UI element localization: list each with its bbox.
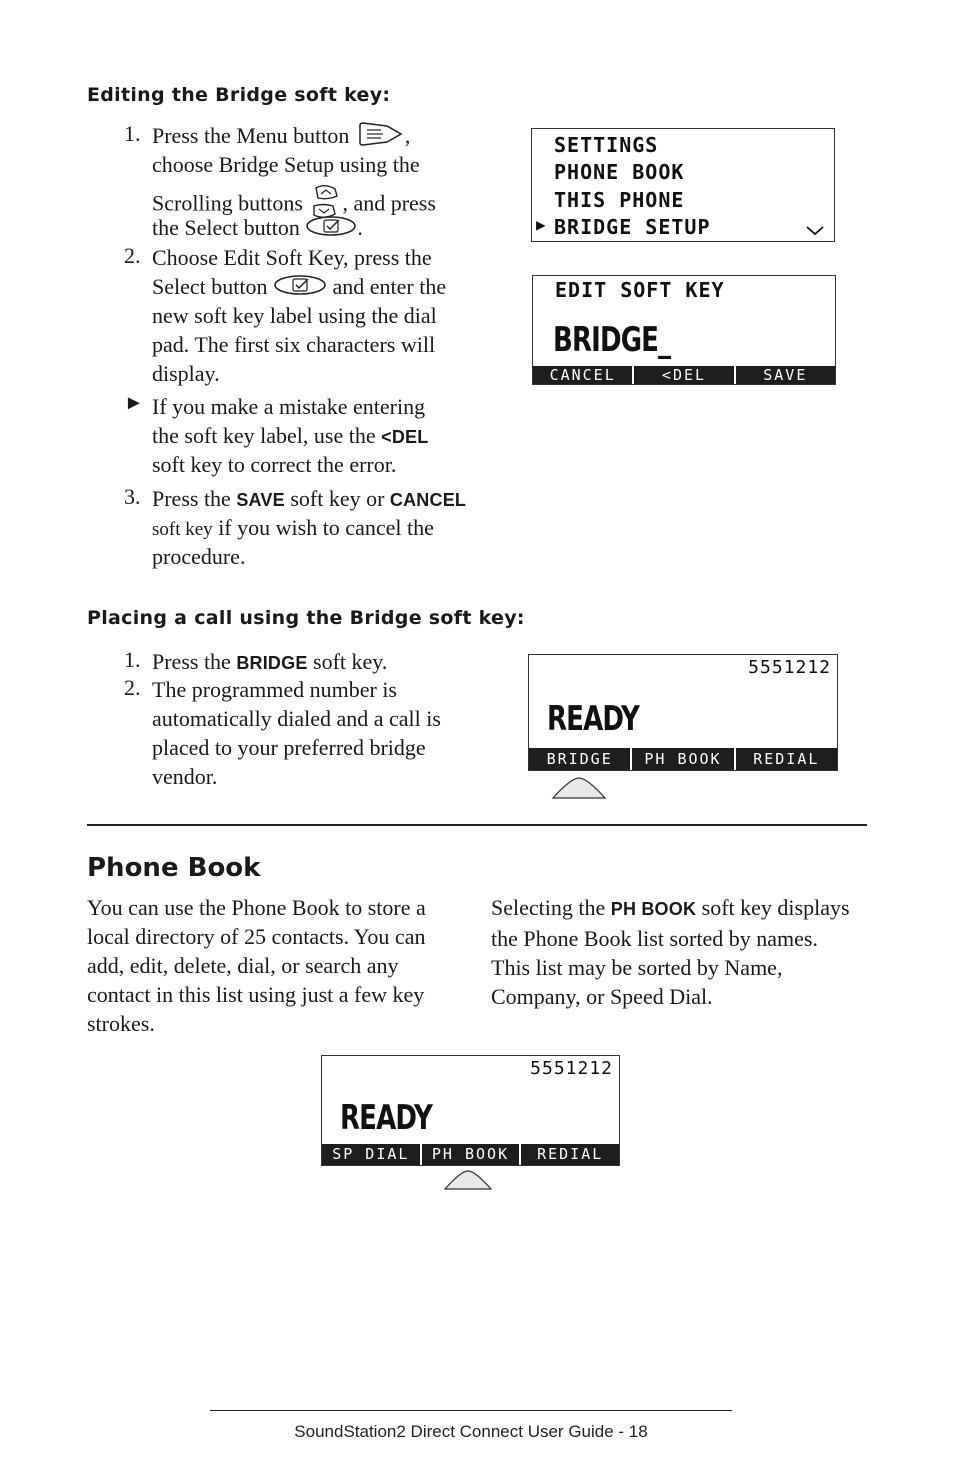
page-footer: SoundStation2 Direct Connect User Guide - 18	[294, 1422, 648, 1441]
step-text: pad. The first six characters will	[152, 332, 436, 357]
softkey-redial[interactable]: REDIAL	[537, 1145, 604, 1163]
step-number: 3.	[124, 484, 141, 509]
step-text: Choose Edit Soft Key, press the	[152, 245, 432, 270]
step-text: Scrolling buttons	[152, 190, 303, 216]
paragraph-text: soft key displays	[701, 895, 850, 920]
step-text: soft key.	[313, 649, 388, 674]
step-text: vendor.	[152, 764, 218, 789]
paragraph-line: This list may be sorted by Name,	[491, 955, 783, 980]
dialed-number: 5551212	[530, 1058, 613, 1079]
note-text: If you make a mistake entering	[152, 394, 426, 419]
menu-item-bridge-setup: BRIDGE SETUP	[554, 215, 711, 239]
softkey-entry: BRIDGE_	[553, 320, 671, 360]
softkey-bar	[533, 366, 835, 384]
step-text: new soft key label using the dial	[152, 303, 437, 328]
step-number: 1.	[124, 647, 141, 672]
menu-item-phone-book: PHONE BOOK	[554, 160, 685, 184]
softkey-del[interactable]: <DEL	[634, 366, 735, 384]
softkey-bridge[interactable]: BRIDGE	[529, 748, 632, 770]
softkey-ph-book[interactable]: PH BOOK	[632, 748, 735, 770]
step-text: if you wish to cancel the	[218, 515, 434, 540]
paragraph-text: Selecting the	[491, 895, 606, 920]
ph-book-softkey-label: PH BOOK	[610, 899, 697, 919]
softkey-bar	[322, 1144, 619, 1165]
step-text: the Select button	[152, 215, 300, 240]
softkey-sp-dial[interactable]: SP DIAL	[322, 1144, 422, 1165]
step-text: Press the Menu button	[152, 123, 350, 148]
step-text: and enter the	[332, 274, 447, 299]
paragraph-line: local directory of 25 contacts. You can	[87, 924, 426, 949]
step-text: choose Bridge Setup using the	[152, 152, 420, 177]
step-text: soft key or	[290, 486, 385, 511]
step-number: 1.	[124, 121, 141, 146]
paragraph-line: Company, or Speed Dial.	[491, 984, 713, 1009]
del-softkey-label: <DEL	[381, 427, 429, 447]
step-text: placed to your preferred bridge	[152, 735, 426, 760]
softkey-button-indicator-icon	[551, 776, 607, 805]
selection-pointer-icon: ▶	[536, 215, 547, 234]
step-text: Press the	[152, 649, 231, 674]
paragraph-line: strokes.	[87, 1011, 155, 1036]
section-heading-placing-call: Placing a call using the Bridge soft key:	[87, 607, 525, 629]
paragraph-line: the Phone Book list sorted by names.	[491, 926, 818, 951]
menu-item-this-phone: THIS PHONE	[554, 188, 685, 212]
section-heading-edit-bridge: Editing the Bridge soft key:	[87, 84, 391, 106]
note-arrow-icon: ►	[124, 392, 144, 414]
status-ready: READY	[547, 699, 639, 739]
footer-divider	[210, 1410, 732, 1411]
dialed-number: 5551212	[748, 657, 831, 678]
lcd-ready-screen	[528, 654, 838, 771]
step-1-line-4	[152, 213, 363, 244]
softkey-ph-book[interactable]: PH BOOK	[422, 1144, 522, 1165]
select-button-icon	[305, 215, 357, 244]
note-line-2	[152, 421, 428, 452]
paragraph-line: You can use the Phone Book to store a	[87, 895, 426, 920]
phonebook-column-2	[491, 893, 881, 1011]
softkey-button-indicator-icon	[443, 1168, 493, 1197]
step-2-line-2	[152, 272, 446, 303]
step-text: , and press	[342, 190, 436, 216]
step-text: Select button	[152, 274, 268, 299]
softkey-cancel[interactable]: CANCEL	[533, 366, 634, 384]
softkey-redial[interactable]: REDIAL	[753, 750, 820, 768]
step-3-line-1	[152, 484, 466, 515]
step-number: 2.	[124, 243, 141, 268]
cancel-softkey-label: CANCEL	[389, 490, 467, 510]
step-text: procedure.	[152, 544, 246, 569]
status-ready: READY	[340, 1098, 432, 1138]
step-text: automatically dialed and a call is	[152, 706, 441, 731]
step-3-line-2	[152, 513, 434, 544]
softkey-save[interactable]: SAVE	[763, 366, 808, 384]
section-divider	[87, 824, 867, 826]
step-text: ,	[404, 123, 411, 148]
menu-button-icon	[357, 122, 403, 153]
step-text: .	[357, 215, 363, 240]
step-1-line-1	[152, 121, 410, 153]
edit-title: EDIT SOFT KEY	[555, 278, 725, 302]
save-softkey-label: SAVE	[236, 490, 285, 510]
bridge-softkey-label: BRIDGE	[236, 653, 308, 673]
note-text: soft key to correct the error.	[152, 452, 397, 477]
select-button-icon	[273, 274, 327, 303]
paragraph-line	[491, 893, 881, 924]
step-text: The programmed number is	[152, 677, 397, 702]
step-text: Press the	[152, 486, 231, 511]
menu-item-settings: SETTINGS	[554, 133, 659, 157]
paragraph-line: add, edit, delete, dial, or search any	[87, 953, 399, 978]
lcd-edit-screen	[532, 275, 836, 385]
step-number: 2.	[124, 675, 141, 700]
note-text: the soft key label, use the	[152, 423, 376, 448]
placing-step-1	[152, 647, 387, 678]
page-title: Phone Book	[87, 853, 261, 883]
chevron-down-icon	[806, 223, 824, 241]
softkey-bar	[529, 748, 837, 770]
lcd-menu-screen	[531, 128, 835, 242]
step-text: display.	[152, 361, 220, 386]
step-text: soft key	[152, 519, 213, 540]
paragraph-line: contact in this list using just a few key	[87, 982, 425, 1007]
lcd-ready-screen-phonebook	[321, 1055, 620, 1166]
phonebook-column-1	[87, 893, 477, 1038]
